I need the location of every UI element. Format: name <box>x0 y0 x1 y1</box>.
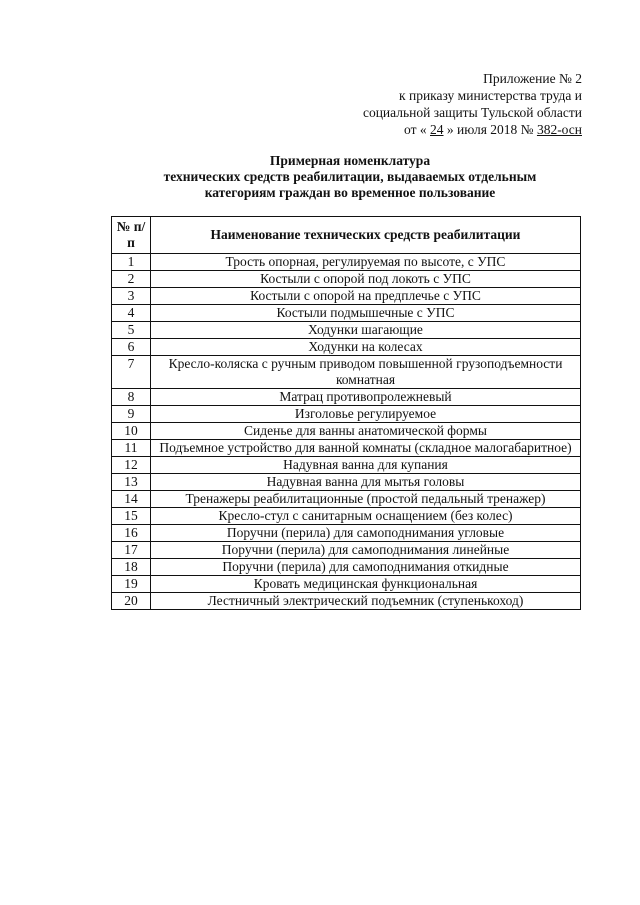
table-row <box>112 406 581 423</box>
row-item-name: Поручни (перила) для самоподнимания угловые <box>151 525 581 542</box>
row-number: 2 <box>112 271 151 288</box>
table-row <box>112 305 581 322</box>
table-row <box>112 423 581 440</box>
col-num-header: № п/п <box>112 217 151 254</box>
appendix-number: Приложение № 2 <box>483 71 582 86</box>
order-number: 382-осн <box>536 122 582 137</box>
row-number: 7 <box>112 356 151 389</box>
table-row <box>112 559 581 576</box>
row-item-name: Надувная ванна для мытья головы <box>151 474 581 491</box>
title-line-1: Примерная номенклатура <box>269 153 431 168</box>
appendix-header <box>363 70 582 138</box>
col-name-header: Наименование технических средств реабилитации <box>151 217 581 254</box>
row-item-name: Ходунки на колесах <box>151 339 581 356</box>
row-item-name: Ходунки шагающие <box>151 322 581 339</box>
row-item-name: Тренажеры реабилитационные (простой педальный тренажер) <box>151 491 581 508</box>
table-row <box>112 576 581 593</box>
row-number: 3 <box>112 288 151 305</box>
title-line-3: категориям граждан во временное пользование <box>204 185 496 200</box>
row-item-name: Кресло-стул с санитарным оснащением (без колес) <box>151 508 581 525</box>
row-number: 15 <box>112 508 151 525</box>
row-number: 9 <box>112 406 151 423</box>
row-item-name: Изголовье регулируемое <box>151 406 581 423</box>
table-row <box>112 525 581 542</box>
row-item-name: Сиденье для ванны анатомической формы <box>151 423 581 440</box>
document-title <box>130 153 570 201</box>
row-item-name: Лестничный электрический подъемник (ступенькоход) <box>151 593 581 610</box>
table-row <box>112 474 581 491</box>
title-line-2: технических средств реабилитации, выдаваемых отдельным <box>163 169 537 184</box>
row-item-name: Поручни (перила) для самоподнимания откидные <box>151 559 581 576</box>
table-row <box>112 254 581 271</box>
row-item-name: Кресло-коляска с ручным приводом повышенной грузоподъемности комнатная <box>151 356 581 389</box>
table-row <box>112 491 581 508</box>
row-item-name: Поручни (перила) для самоподнимания линейные <box>151 542 581 559</box>
table-row <box>112 389 581 406</box>
table-row <box>112 457 581 474</box>
row-item-name: Трость опорная, регулируемая по высоте, с УПС <box>151 254 581 271</box>
ministry-name: социальной защиты Тульской области <box>362 105 582 120</box>
order-day: 24 <box>430 122 444 137</box>
row-number: 14 <box>112 491 151 508</box>
table-body <box>112 254 581 610</box>
row-number: 6 <box>112 339 151 356</box>
row-number: 8 <box>112 389 151 406</box>
table-row <box>112 322 581 339</box>
row-number: 4 <box>112 305 151 322</box>
row-number: 19 <box>112 576 151 593</box>
table-row <box>112 440 581 457</box>
row-item-name: Костыли с опорой под локоть с УПС <box>151 271 581 288</box>
row-number: 5 <box>112 322 151 339</box>
date-prefix: от « <box>404 122 427 137</box>
nomenclature-table <box>111 216 581 610</box>
row-number: 16 <box>112 525 151 542</box>
order-reference-line: к приказу министерства труда и <box>399 88 582 103</box>
row-number: 13 <box>112 474 151 491</box>
row-item-name: Костыли с опорой на предплечье с УПС <box>151 288 581 305</box>
table-row <box>112 593 581 610</box>
row-item-name: Подъемное устройство для ванной комнаты (складное малогабаритное) <box>151 440 581 457</box>
table-row <box>112 271 581 288</box>
table-header-row <box>112 217 581 254</box>
row-number: 20 <box>112 593 151 610</box>
row-number: 1 <box>112 254 151 271</box>
row-item-name: Матрац противопролежневый <box>151 389 581 406</box>
row-item-name: Кровать медицинская функциональная <box>151 576 581 593</box>
table-row <box>112 356 581 389</box>
table-row <box>112 508 581 525</box>
row-item-name: Костыли подмышечные с УПС <box>151 305 581 322</box>
row-number: 18 <box>112 559 151 576</box>
date-middle: » июля 2018 № <box>446 122 534 137</box>
order-date-line <box>363 121 582 138</box>
row-item-name: Надувная ванна для купания <box>151 457 581 474</box>
row-number: 17 <box>112 542 151 559</box>
table-row <box>112 288 581 305</box>
row-number: 11 <box>112 440 151 457</box>
row-number: 10 <box>112 423 151 440</box>
table-row <box>112 542 581 559</box>
table-row <box>112 339 581 356</box>
row-number: 12 <box>112 457 151 474</box>
